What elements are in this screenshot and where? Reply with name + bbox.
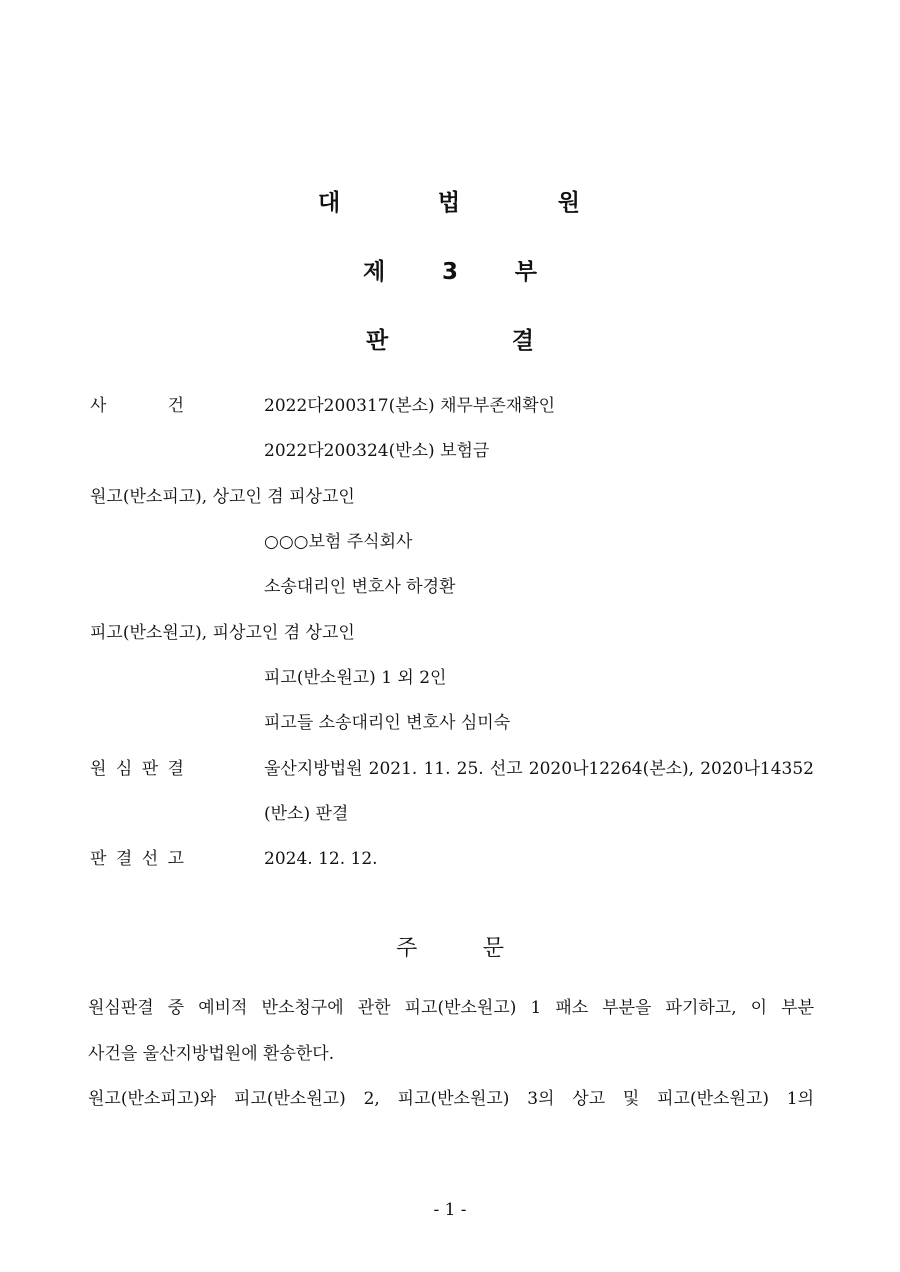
label-char: 결 xyxy=(167,759,184,779)
defendant-attorney: 피고들 소송대리인 변호사 심미숙 xyxy=(264,713,511,733)
order-heading-char: 주 xyxy=(396,936,418,961)
label-char: 판 xyxy=(141,759,159,779)
pronouncement-date: 2024. 12. 12. xyxy=(264,849,378,869)
defendant-label: 피고(반소원고), 피상고인 겸 상고인 xyxy=(90,623,355,643)
court-name-char: 법 xyxy=(437,190,461,216)
case-label xyxy=(90,394,184,418)
case-number-main: 2022다200317(본소) 채무부존재확인 xyxy=(264,396,556,416)
case-number-counter: 2022다200324(반소) 보험금 xyxy=(264,441,490,461)
title-char: 판 xyxy=(366,328,389,354)
plaintiff-label: 원고(반소피고), 상고인 겸 피상고인 xyxy=(90,487,355,507)
division-name xyxy=(363,257,537,287)
label-char: 심 xyxy=(115,759,133,779)
lower-judgment-line-1: 울산지방법원 2021. 11. 25. 선고 2020나12264(본소), 2020나14352 xyxy=(264,759,814,779)
label-char: 결 xyxy=(115,849,133,869)
lower-judgment-label xyxy=(90,757,184,781)
case-label-char: 사 xyxy=(90,396,107,416)
page-number: - 1 - xyxy=(433,1200,467,1220)
lower-judgment-line-2: (반소) 판결 xyxy=(264,804,349,824)
order-paragraph-1-line-2: 사건을 울산지방법원에 환송한다. xyxy=(88,1044,335,1064)
label-char: 원 xyxy=(90,759,107,779)
division-char: 3 xyxy=(441,259,458,285)
court-name-char: 원 xyxy=(557,190,580,216)
order-heading-char: 문 xyxy=(482,936,504,961)
order-heading xyxy=(396,934,504,964)
order-paragraph-2-line-1: 원고(반소피고)와 피고(반소원고) 2, 피고(반소원고) 3의 상고 및 피고(반소원고) 1의 xyxy=(88,1089,814,1109)
division-char: 부 xyxy=(514,259,537,285)
court-name-char: 대 xyxy=(318,190,341,216)
case-label-char: 건 xyxy=(167,396,184,416)
label-char: 선 xyxy=(141,849,159,869)
order-paragraph-1-line-1: 원심판결 중 예비적 반소청구에 관한 피고(반소원고) 1 패소 부분을 파기하고, 이 부분 xyxy=(88,998,814,1018)
label-char: 판 xyxy=(90,849,107,869)
title-char: 결 xyxy=(511,328,534,354)
court-name xyxy=(318,188,580,218)
pronouncement-label xyxy=(90,847,184,871)
plaintiff-name: ○○○보험 주식회사 xyxy=(264,532,413,552)
defendant-name: 피고(반소원고) 1 외 2인 xyxy=(264,668,447,688)
division-char: 제 xyxy=(363,259,386,285)
label-char: 고 xyxy=(167,849,184,869)
plaintiff-attorney: 소송대리인 변호사 하경환 xyxy=(264,577,456,597)
document-title xyxy=(366,326,534,356)
